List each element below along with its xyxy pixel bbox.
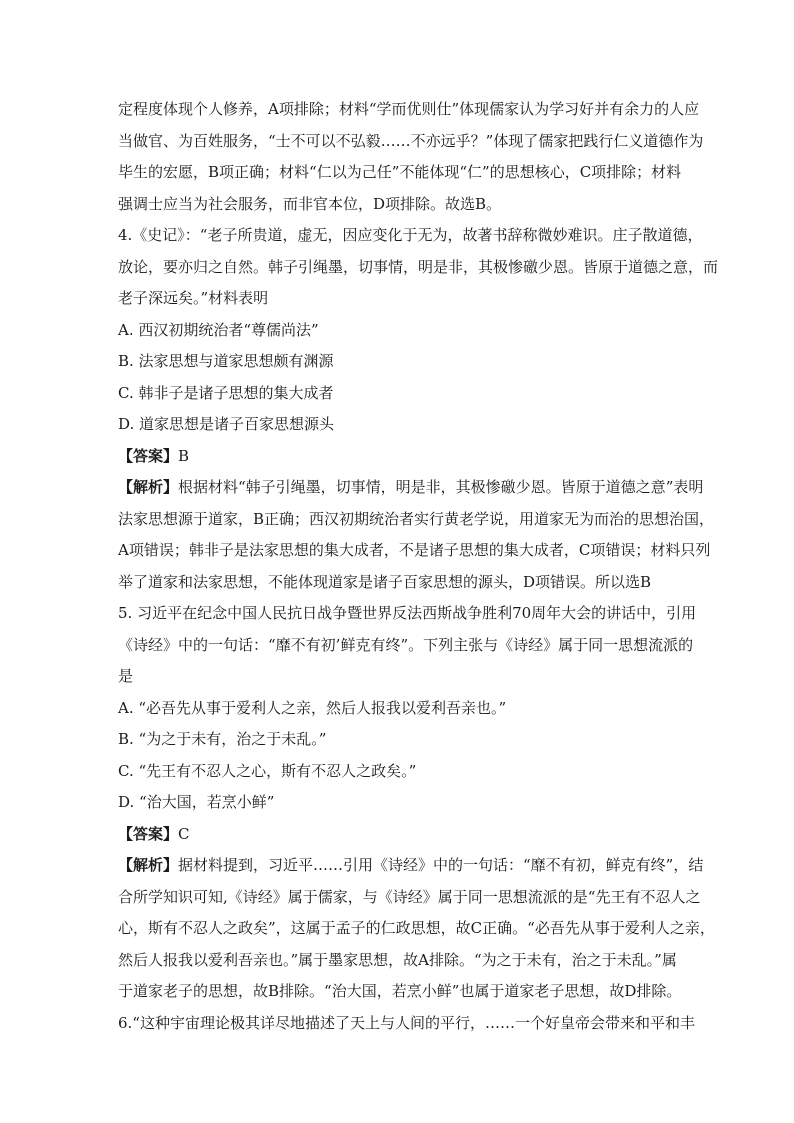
answer-4 [118,441,678,473]
analysis-text: 据材料提到，习近平……引用《诗经》中的一句话：“靡不有初，鲜克有终”，结 [178,856,704,874]
analysis-4-line: 举了道家和法家思想，不能体现道家是诸子百家思想的源头，D项错误。所以选B [118,572,652,591]
text-line: 毕生的宏愿，B项正确；材料“仁以为己任”不能体现“仁”的思想核心，C项排除；材料 [118,163,682,181]
analysis-5-line: 于道家老子的思想，故B排除。“治大国，若烹小鲜”也属于道家老子思想，故D排除。 [118,982,682,1000]
question-4-stem: 4.《史记》：“老子所贵道，虚无，因应变化于无为，故著书辞称微妙难识。庄子散道德， [118,226,703,244]
option-c: C. 韩非子是诸子思想的集大成者 [118,383,334,402]
option-a: A. “必吾先从事于爱利人之亲，然后人报我以爱利吾亲也。” [118,698,507,717]
analysis-5 [118,850,704,882]
text-line: 定程度体现个人修养，A项排除；材料“学而优则仕”体现儒家认为学习好并有余力的人应 [118,100,700,118]
option-c: C. “先王有不忍人之心，斯有不忍人之政矣。” [118,761,417,780]
analysis-4 [118,472,704,504]
option-b: B. “为之于未有，治之于未乱。” [118,730,327,748]
question-6-stem: 6.“这种宇宙理论极其详尽地描述了天上与人间的平行，……一个好皇帝会带来和平和丰 [118,1013,695,1032]
analysis-tag: 【解析】 [118,856,179,874]
document-body [118,94,719,1039]
answer-5 [118,819,678,851]
analysis-4-line: 法家思想源于道家，B正确；西汉初期统治者实行黄老学说，用道家无为而治的思想治国， [118,509,715,528]
answer-tag: 【答案】 [118,824,179,843]
analysis-5-line: 合所学知识可知,《诗经》属于儒家，与《诗经》属于同一思想流派的是“先王有不忍人之 [118,887,701,906]
answer-value: C [178,824,190,843]
analysis-5-line: 然后人报我以爱利吾亲也。”属于墨家思想，故A排除。“为之于未有，治之于未乱。”属 [118,950,677,969]
analysis-5-line: 心，斯有不忍人之政矣”，这属于孟子的仁政思想，故C正确。“必吾先从事于爱利人之亲， [118,919,715,937]
question-5-stem: 5. 习近平在纪念中国人民抗日战争暨世界反法西斯战争胜利70周年大会的讲话中，引用 [118,604,697,622]
analysis-4-line: A项错误；韩非子是法家思想的集大成者，不是诸子思想的集大成者，C项错误；材料只列 [118,541,711,559]
option-b: B. 法家思想与道家思想颇有渊源 [118,352,334,370]
question-4-stem: 放论，要亦归之自然。韩子引绳墨，切事情，明是非，其极惨礉少恩。皆原于道德之意，而 [118,257,719,276]
answer-tag: 【答案】 [118,446,179,465]
text-line: 强调士应当为社会服务，而非官本位，D项排除。故选B。 [118,194,502,213]
answer-value: B [178,446,190,465]
question-5-stem: 《诗经》中的一句话：“靡不有初’鲜克有终”。下列主张与《诗经》属于同一思想流派的 [118,635,694,654]
analysis-tag: 【解析】 [118,478,179,496]
option-d: D. “治大国，若烹小鲜” [118,793,275,811]
question-5-stem: 是 [118,667,134,685]
question-4-stem: 老子深远矣。”材料表明 [118,289,269,307]
analysis-text: 根据材料“韩子引绳墨，切事情，明是非，其极惨礉少恩。皆原于道德之意”表明 [178,478,704,496]
option-a: A. 西汉初期统治者“尊儒尚法” [118,320,319,339]
option-d: D. 道家思想是诸子百家思想源头 [118,415,335,433]
text-line: 当做官、为百姓服务，“士不可以不弘毅……不亦远乎？”体现了儒家把践行仁义道德作为 [118,131,704,150]
